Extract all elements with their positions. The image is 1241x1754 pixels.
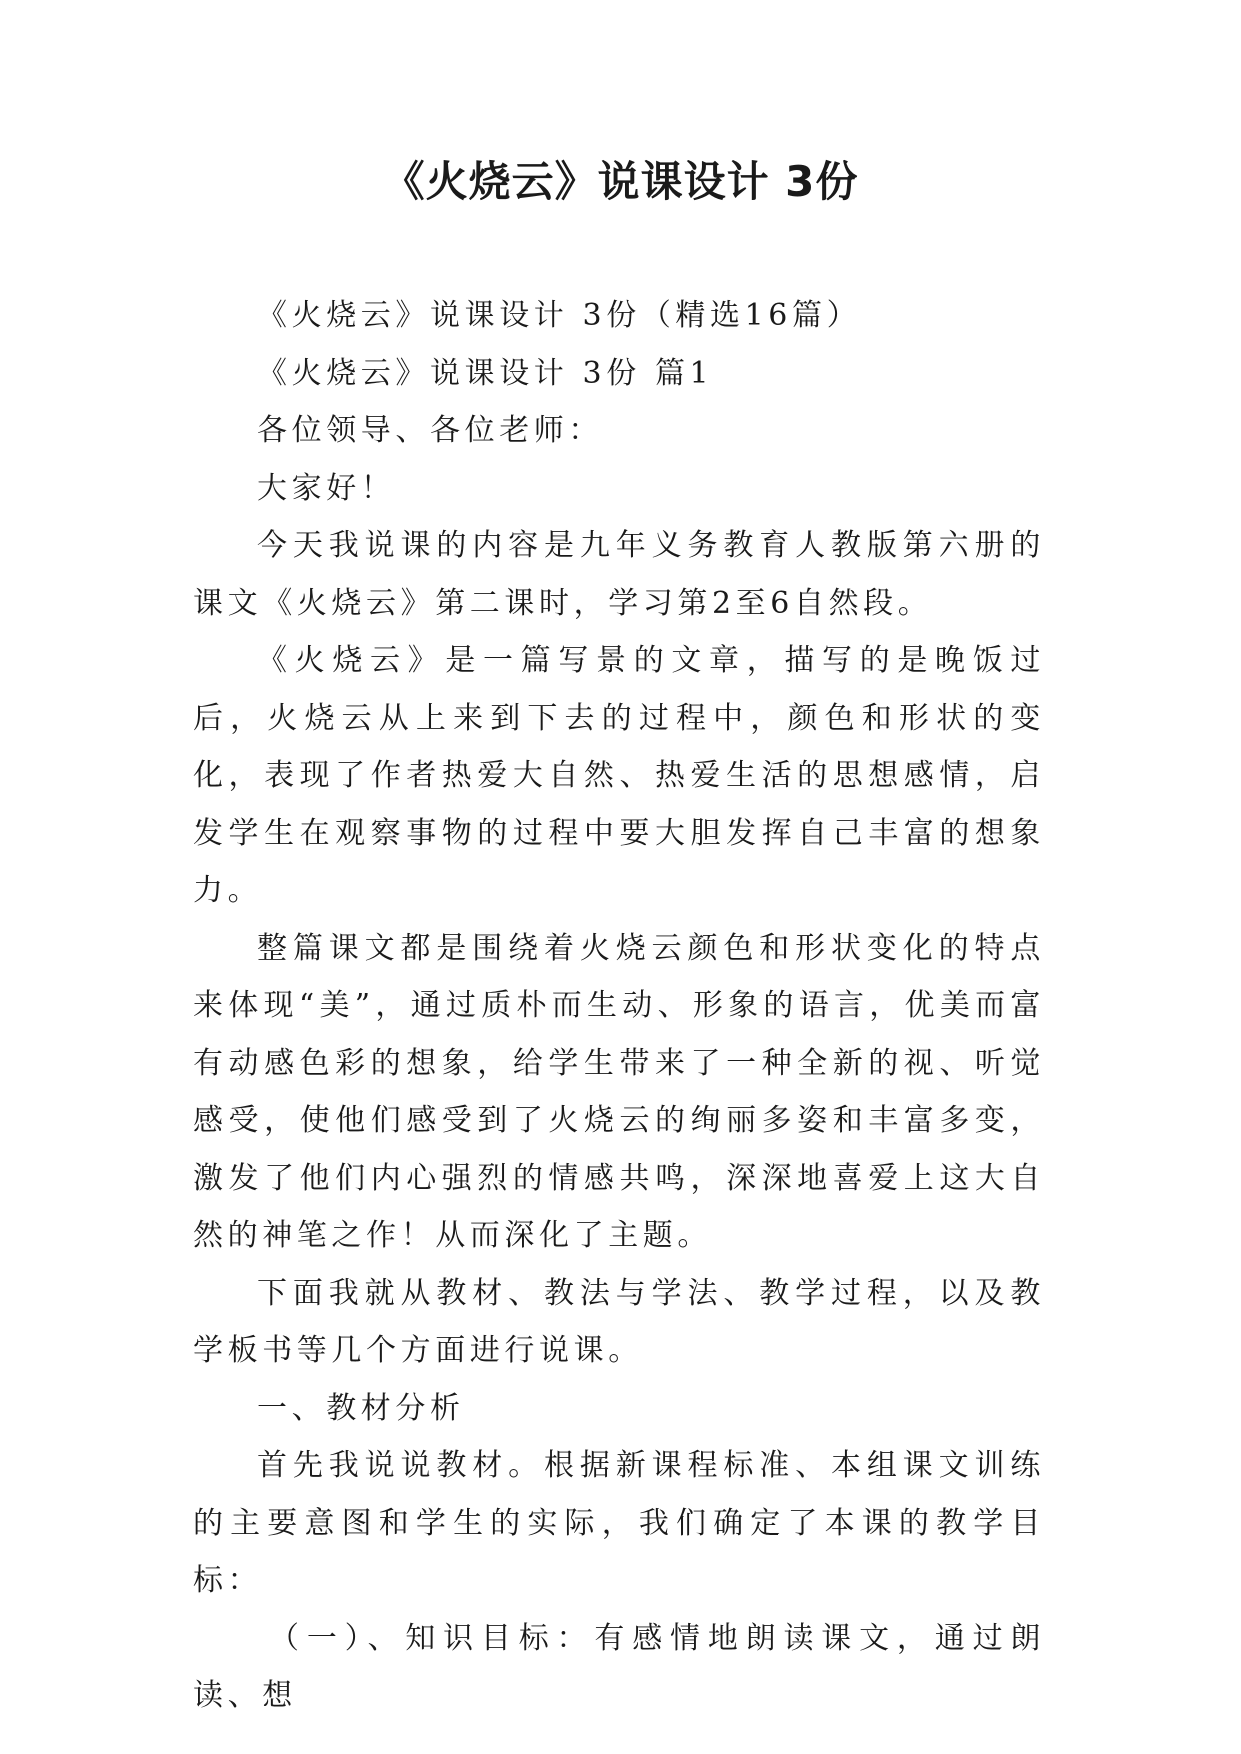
document-title: 《火烧云》说课设计 3份 — [382, 157, 859, 206]
paragraph-intro: 今天我说课的内容是九年义务教育人教版第六册的课文《火烧云》第二课时，学习第2至6自然段。 — [193, 528, 1045, 621]
paragraph-objectives-intro: 首先我说说教材。根据新课程标准、本组课文训练的主要意图和学生的实际，我们确定了本课的教学目标： — [193, 1448, 1045, 1598]
paragraph-text-description: 《火烧云》是一篇写景的文章，描写的是晚饭过后，火烧云从上来到下去的过程中，颜色和形状的变化，表现了作者热爱大自然、热爱生活的思想感情，启发学生在观察事物的过程中要大胆发挥自己丰富的想象力。 — [193, 643, 1045, 908]
paragraph-section-heading: 《火烧云》说课设计 3份 篇1 — [257, 355, 714, 391]
paragraph-knowledge-goal: （一）、知识目标：有感情地朗读课文，通过朗读、想 — [193, 1620, 1045, 1713]
paragraph-heading-analysis: 一、教材分析 — [257, 1390, 465, 1426]
paragraph-text-theme: 整篇课文都是围绕着火烧云颜色和形状变化的特点来体现“美”，通过质朴而生动、形象的语言，优美而富有动感色彩的想象，给学生带来了一种全新的视、听觉感受，使他们感受到了火烧云的绚丽多姿和丰富多变，激发了他们内心强烈的情感共鸣，深深地喜爱上这大自然的神笔之作！从而深化了主题。 — [193, 930, 1045, 1253]
paragraph-subtitle: 《火烧云》说课设计 3份（精选16篇） — [257, 298, 862, 333]
paragraph-salutation: 各位领导、各位老师： — [257, 413, 603, 448]
paragraph-outline: 下面我就从教材、教法与学法、教学过程，以及教学板书等几个方面进行说课。 — [193, 1275, 1045, 1368]
document-body — [193, 287, 1045, 1725]
paragraph-greeting: 大家好！ — [257, 470, 396, 506]
